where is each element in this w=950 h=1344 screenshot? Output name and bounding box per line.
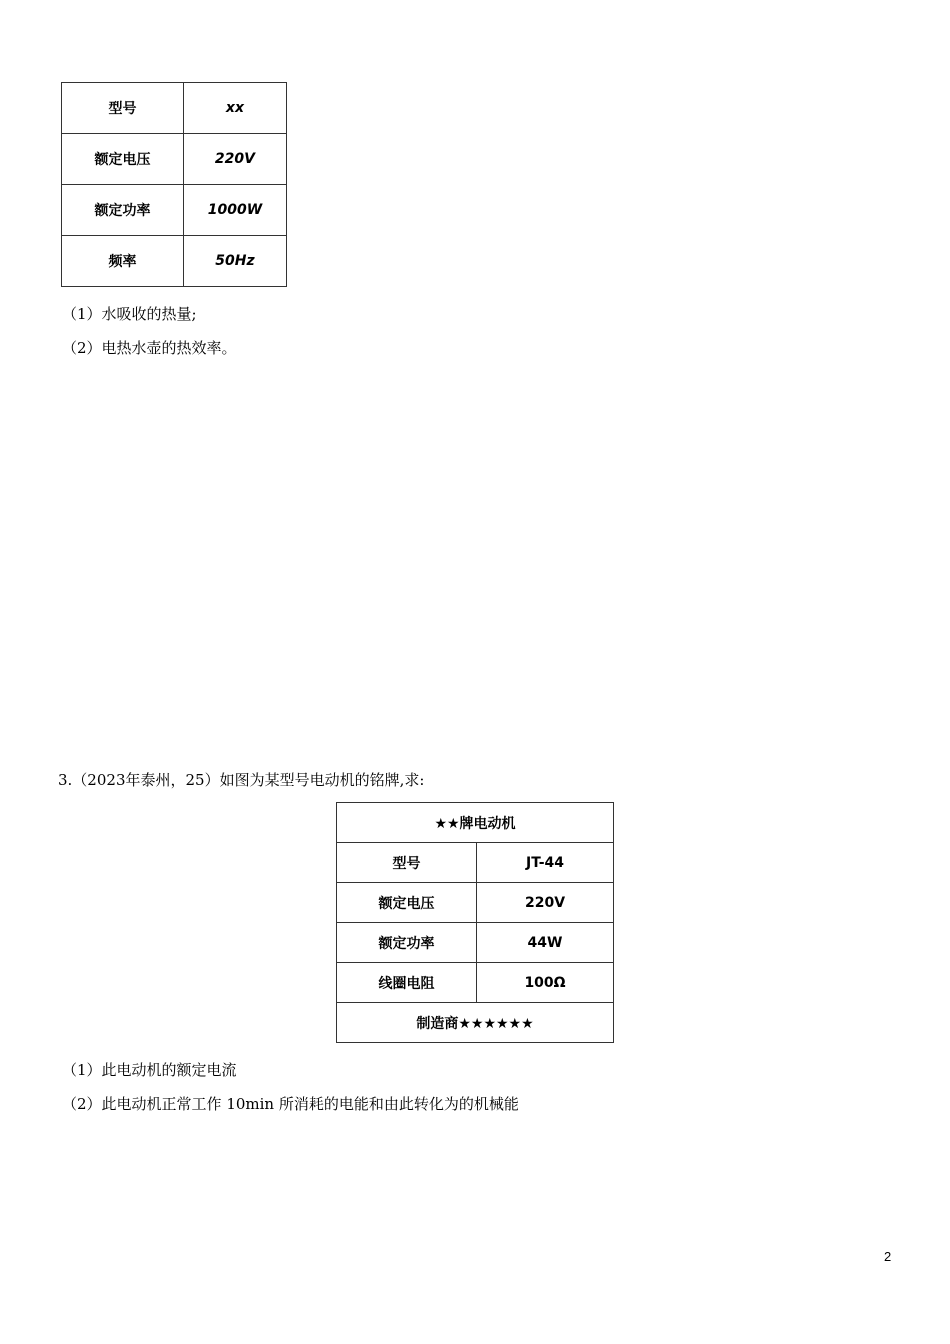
spec-value: 50Hz <box>183 236 286 287</box>
nameplate-footer: 制造商★★★★★★ <box>337 1003 614 1043</box>
spec-label: 型号 <box>62 83 184 134</box>
nameplate-value: 44W <box>477 923 614 963</box>
spec-value: 1000W <box>183 185 286 236</box>
question-3-part-2: （2）此电动机正常工作 10min 所消耗的电能和由此转化为的机械能 <box>62 1095 519 1113</box>
page-number: 2 <box>884 1249 892 1264</box>
nameplate-title: ★★牌电动机 <box>337 803 614 843</box>
table-row <box>62 185 287 236</box>
table-row <box>337 923 614 963</box>
question-2-part-1: （1）水吸收的热量; <box>62 305 197 323</box>
nameplate-value: 220V <box>477 883 614 923</box>
spec-label: 额定功率 <box>62 185 184 236</box>
nameplate-label: 额定功率 <box>337 923 477 963</box>
table-row <box>337 1003 614 1043</box>
spec-label: 额定电压 <box>62 134 184 185</box>
spec-value: xx <box>183 83 286 134</box>
table-row <box>62 83 287 134</box>
table-row <box>337 883 614 923</box>
table-row <box>337 963 614 1003</box>
motor-nameplate-table <box>336 802 614 1043</box>
table-row <box>62 134 287 185</box>
table-row <box>337 803 614 843</box>
nameplate-label: 型号 <box>337 843 477 883</box>
nameplate-label: 线圈电阻 <box>337 963 477 1003</box>
spec-value: 220V <box>183 134 286 185</box>
nameplate-value: 100Ω <box>477 963 614 1003</box>
spec-label: 频率 <box>62 236 184 287</box>
question-3-stem: 3.（2023年泰州，25）如图为某型号电动机的铭牌,求: <box>58 771 425 789</box>
appliance-spec-table <box>61 82 287 287</box>
question-3-part-1: （1）此电动机的额定电流 <box>62 1061 237 1079</box>
table-row <box>62 236 287 287</box>
table-row <box>337 843 614 883</box>
nameplate-value: JT-44 <box>477 843 614 883</box>
question-2-part-2: （2）电热水壶的热效率。 <box>62 339 237 357</box>
nameplate-label: 额定电压 <box>337 883 477 923</box>
